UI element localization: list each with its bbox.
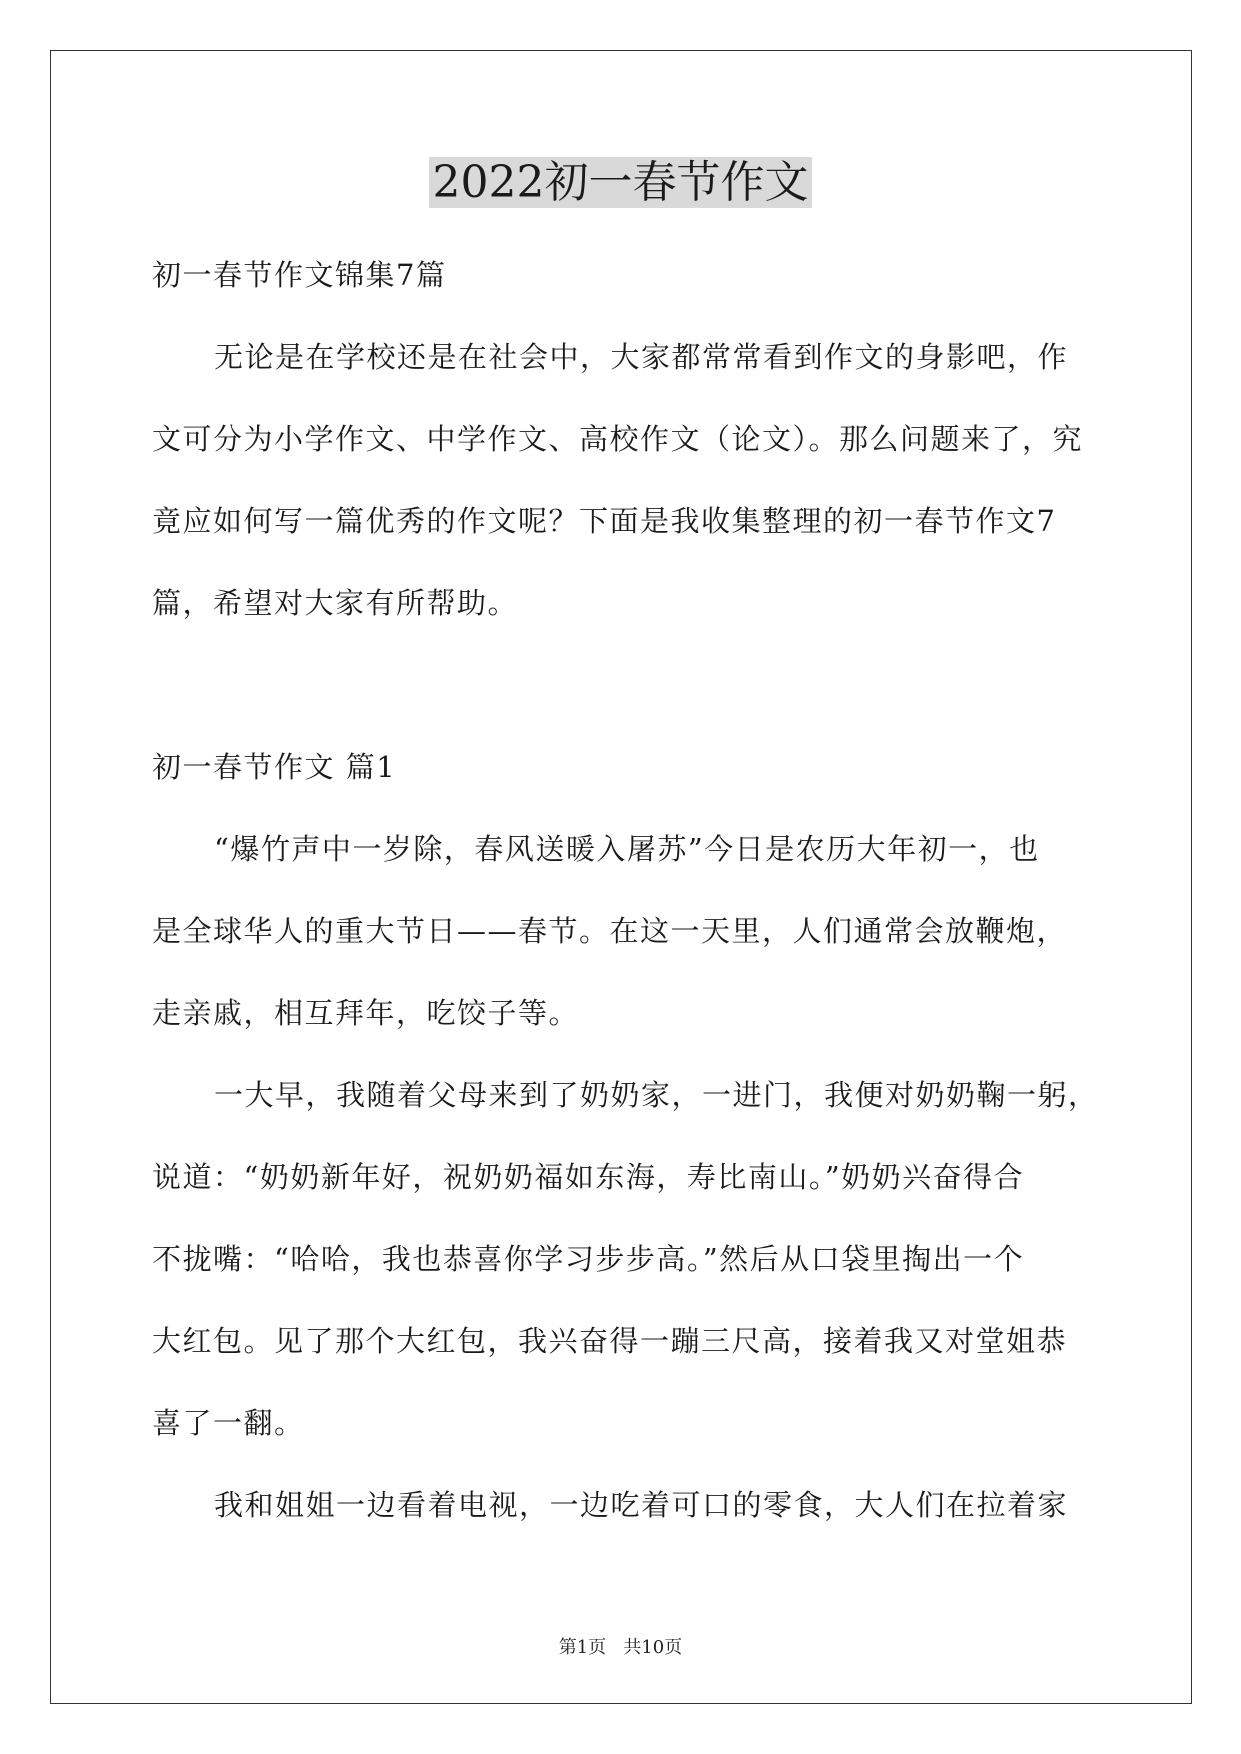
text-line: 初一春节作文锦集7篇 <box>152 258 447 292</box>
document-title-text: 2022初一春节作文 <box>429 157 813 208</box>
text-line: 一大早，我随着父母来到了奶奶家，一进门，我便对奶奶鞠一躬， <box>214 1078 1099 1112</box>
text-line: 篇，希望对大家有所帮助。 <box>152 586 519 620</box>
text-line: 是全球华人的重大节日——春节。在这一天里，人们通常会放鞭炮， <box>152 914 1068 948</box>
text-line: 大红包。见了那个大红包，我兴奋得一蹦三尺高，接着我又对堂姐恭 <box>152 1324 1068 1358</box>
text-line: 文可分为小学作文、中学作文、高校作文（论文）。那么问题来了，究 <box>152 422 1084 456</box>
text-line: 走亲戚，相互拜年，吃饺子等。 <box>152 996 580 1030</box>
text-line: 初一春节作文 篇1 <box>152 750 397 784</box>
text-line: 说道：“奶奶新年好，祝奶奶福如东海，寿比南山。”奶奶兴奋得合 <box>152 1160 1025 1194</box>
text-line: 竟应如何写一篇优秀的作文呢？下面是我收集整理的初一春节作文7 <box>152 504 1057 538</box>
text-line: “爆竹声中一岁除，春风送暖入屠苏”今日是农历大年初一，也 <box>214 832 1040 866</box>
paragraph-spacer <box>152 644 1090 726</box>
document-body <box>152 234 1099 1546</box>
document-title <box>0 153 1241 213</box>
text-line: 我和姐姐一边看着电视，一边吃着可口的零食，大人们在拉着家 <box>214 1488 1069 1522</box>
text-line: 喜了一翻。 <box>152 1406 305 1440</box>
page-footer: 第1页 共10页 <box>558 1637 683 1658</box>
text-line: 不拢嘴：“哈哈，我也恭喜你学习步步高。”然后从口袋里掏出一个 <box>152 1242 1025 1276</box>
text-line: 无论是在学校还是在社会中，大家都常常看到作文的身影吧，作 <box>214 340 1069 374</box>
